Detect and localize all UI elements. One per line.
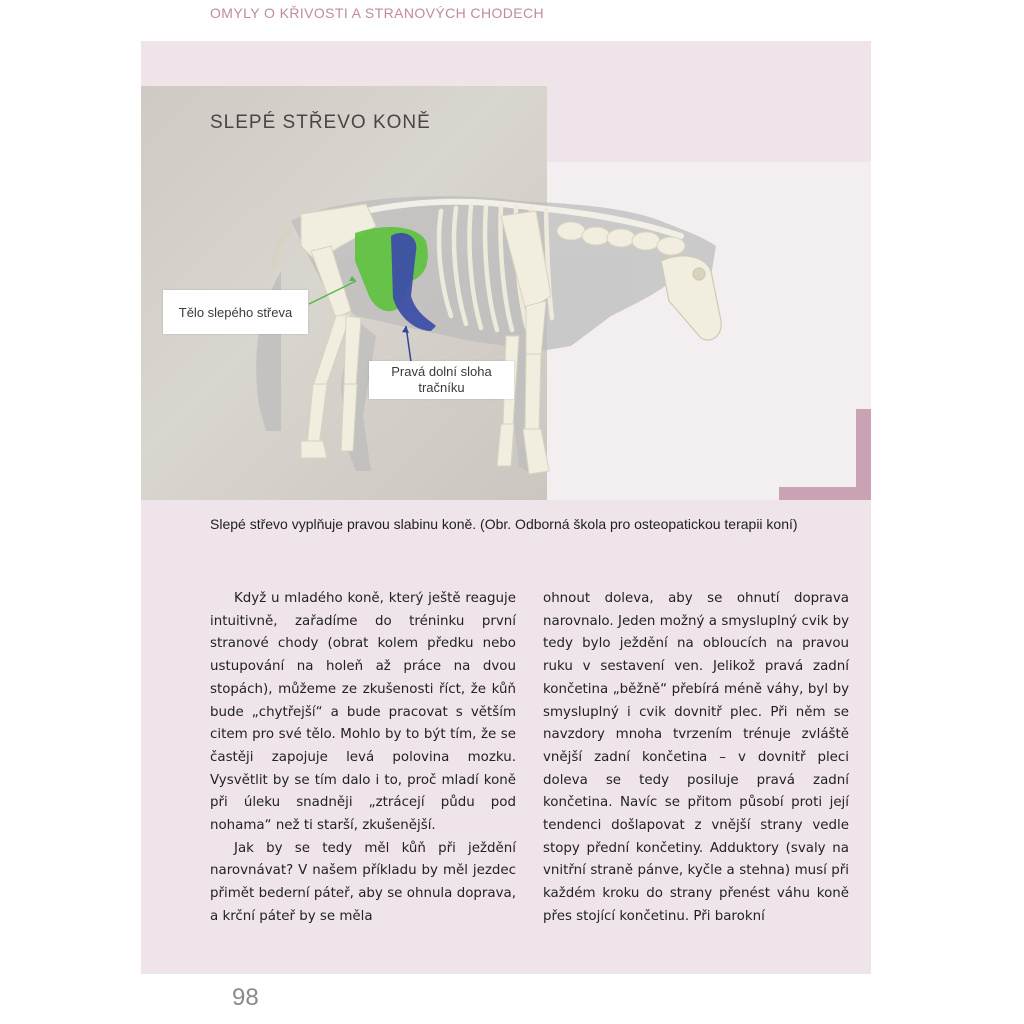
paragraph: ohnout doleva, aby se ohnutí doprava narovnalo. Jeden možný a smysluplný cvik by tedy bylo ježdění na obloucích na pravou ruku v sestavení ven. Jelikož pravá zadní končetina „běžně“ přebírá méně váhy, byl by smysluplný i cvik dovnitř plec. Při něm se navzdory mnoha tvrzením trénuje zvláště vnější zadní končetina – v dovnitř pleci doleva se tedy posiluje pravá zadní končetina. Navíc se přitom působí proti její tendenci došlapovat z vnější strany vedle stopy přední končetiny. Adduktory (svaly na vnitřní straně pánve, kyčle a stehna) musí při každém kroku do strany přenést váhu koně přes stojící končetinu. Při barokní — [543, 591, 849, 924]
text-column-right — [543, 588, 849, 929]
figure-title: SLEPÉ STŘEVO KONĚ — [210, 112, 431, 133]
text-column-left — [210, 588, 516, 929]
page-number: 98 — [232, 984, 259, 1011]
figure-caption: Slepé střevo vyplňuje pravou slabinu koně. (Obr. Odborná škola pro osteopatickou terapii koní) — [210, 516, 798, 532]
label-cecum-body: Tělo slepého střeva — [163, 290, 308, 334]
paragraph: Jak by se tedy měl kůň při ježdění narovnávat? V našem příkladu by měl jezdec přimět bederní páteř, aby se ohnula doprava, a krční páteř by se měla — [210, 840, 516, 924]
running-header: OMYLY O KŘIVOSTI A STRANOVÝCH CHODECH — [210, 5, 545, 21]
label-right-ventral-colon: Pravá dolní sloha tračníku — [369, 361, 514, 399]
paragraph: Když u mladého koně, který ještě reaguje intuitivně, zařadíme do tréninku první stranové chody (obrat kolem předku nebo ustupování na holeň až práce na dvou stopách), můžeme ze zkušenosti říct, že kůň bude „chytřejší“ a bude pracovat s větším citem pro své tělo. Mohlo by to být tím, že se častěji zapojuje levá polovina mozku. Vysvětlit by se tím dalo i to, proč mladí koně při úleku snadněji „ztrácejí půdu pod nohama“ než ti starší, zkušenější. — [210, 591, 516, 834]
